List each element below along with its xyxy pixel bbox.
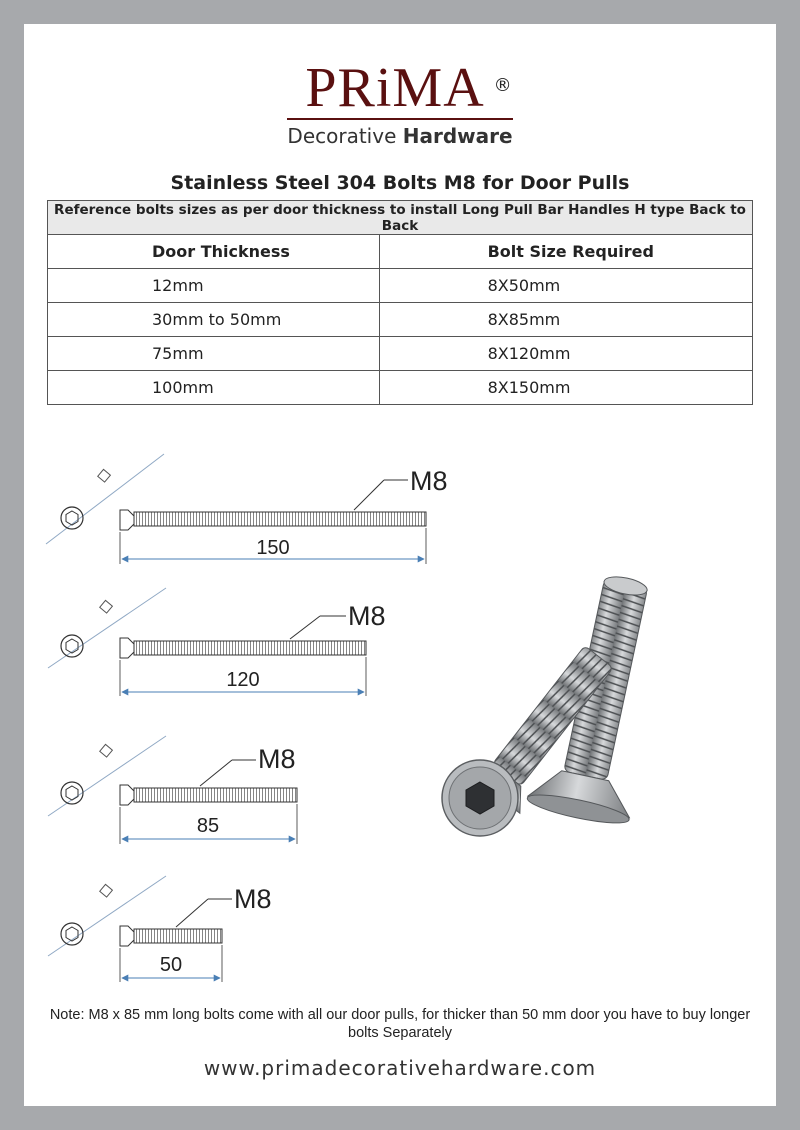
thread-label: M8: [410, 466, 448, 496]
brand-tagline: Decorative Hardware: [287, 124, 513, 148]
page-title: Stainless Steel 304 Bolts M8 for Door Pulls: [170, 172, 630, 194]
column-header-door-thickness: Door Thickness: [48, 235, 380, 269]
column-header-bolt-size: Bolt Size Required: [379, 235, 752, 269]
door-thickness-cell: 75mm: [48, 337, 380, 371]
hex-socket-icon: [48, 588, 166, 668]
registered-mark: ®: [493, 75, 513, 96]
brand-name: PRiMA ®: [305, 57, 513, 119]
thread-label: M8: [234, 884, 272, 914]
thread-label: M8: [258, 744, 296, 774]
length-label: 120: [226, 669, 260, 691]
website-url: www.primadecorativehardware.com: [203, 1056, 597, 1080]
bolt-size-cell: 8X150mm: [379, 371, 752, 405]
bolt-50-drawing: [48, 876, 272, 982]
bolt-120-drawing: [48, 588, 386, 696]
bolt-diagram: [24, 24, 776, 1106]
product-sheet: [24, 24, 776, 1106]
length-label: 150: [256, 537, 290, 559]
hex-socket-icon: [48, 736, 166, 816]
thread-label: M8: [348, 601, 386, 631]
bolt-150-drawing: [46, 454, 448, 564]
steel-bolts-photo: [442, 567, 678, 836]
door-thickness-cell: 100mm: [48, 371, 380, 405]
hex-socket-icon: [48, 876, 166, 956]
door-thickness-cell: 12mm: [48, 269, 380, 303]
length-label: 50: [159, 954, 183, 976]
bolt-size-cell: 8X120mm: [379, 337, 752, 371]
note-text: Note: M8 x 85 mm long bolts come with all our door pulls, for thicker than 50 mm door you have to buy longer bolts Separately: [49, 1007, 751, 1041]
bolt-size-cell: 8X50mm: [379, 269, 752, 303]
bolt-size-cell: 8X85mm: [379, 303, 752, 337]
hex-socket-icon: [46, 454, 164, 544]
length-label: 85: [196, 815, 220, 837]
table-reference-note: Reference bolts sizes as per door thickness to install Long Pull Bar Handles H type Back to Back: [48, 201, 753, 235]
door-thickness-cell: 30mm to 50mm: [48, 303, 380, 337]
bolt-85-drawing: [48, 736, 297, 844]
